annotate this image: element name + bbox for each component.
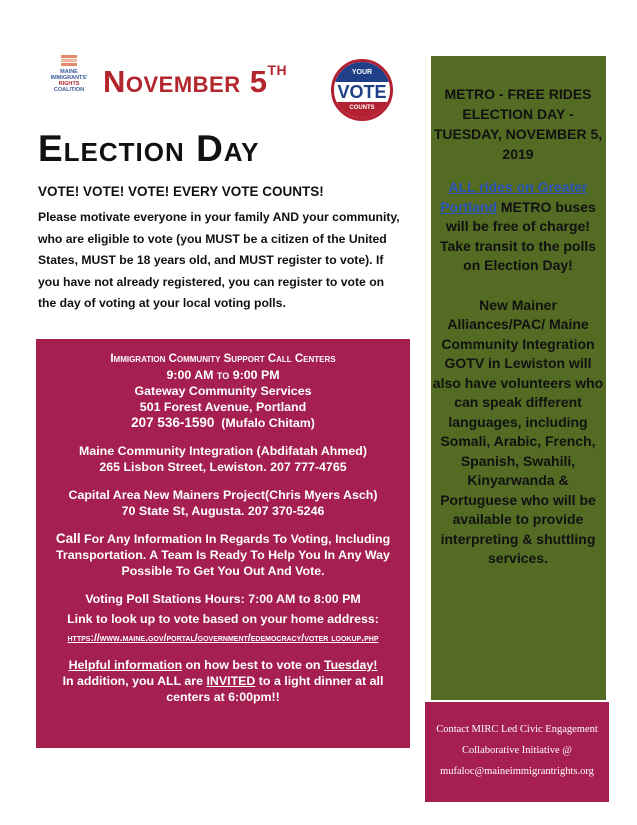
call-word: Call xyxy=(55,531,81,546)
contact-email[interactable]: mufaloc@maineimmigrantrights.org xyxy=(440,766,594,777)
gateway-address: 501 Forest Avenue, Portland xyxy=(139,400,307,414)
contact-line-1: Contact MIRC Led Civic Engagement xyxy=(436,724,598,735)
helpful-day: Tuesday! xyxy=(323,658,378,672)
call-info-paragraph xyxy=(36,531,410,579)
call-centers-heading: Immigration Community Support Call Centers xyxy=(110,353,336,365)
logo-line-4: COALITION xyxy=(53,87,85,93)
slogan: VOTE! VOTE! VOTE! EVERY VOTE COUNTS! xyxy=(38,184,324,199)
alliance-text: New Mainer Alliances/PAC/ Maine Community Integration GOTV in Lewiston will also have volunteers who can speak different languages, including Somali, Arabic, French, Spanish, Swahili, Kinyarwanda & Portuguese who will be available to provide interpreting & shuttling services. xyxy=(432,296,604,566)
coalition-logo xyxy=(38,55,100,93)
capital-name: Capital Area New Mainers Project(Chris Myers Asch) xyxy=(68,488,378,502)
badge-top-text: YOUR xyxy=(334,62,390,82)
date-text: November 5 xyxy=(103,64,268,99)
call-text: For Any Information In Regards To Voting, Including Transportation. A Team Is Ready To Help You In Any Way Possible To Get You Out And Vote. xyxy=(56,532,391,578)
badge-middle-text: VOTE xyxy=(337,82,387,102)
gateway-contact: (Mufalo Chitam) xyxy=(221,416,315,430)
contact-line-2: Collaborative Initiative @ xyxy=(462,745,572,756)
invite-word: INVITED xyxy=(206,674,256,688)
metro-text: METRO buses will be free of charge! Take transit to the polls on Election Day! xyxy=(439,198,597,273)
logo-line-1: MAINE xyxy=(60,69,78,75)
contact-box xyxy=(425,702,609,802)
poll-hours: Voting Poll Stations Hours: 7:00 AM to 8:00 PM xyxy=(85,592,361,606)
helpful-info-paragraph xyxy=(36,657,410,705)
capital-address: 70 State St, Augusta. 207 370-5246 xyxy=(121,504,325,518)
invite-pre: In addition, you ALL are xyxy=(62,674,207,688)
event-date xyxy=(103,61,288,100)
call-centers-hours: 9:00 AM to 9:00 PM xyxy=(166,368,280,382)
voter-lookup-link[interactable]: https://www.maine.gov/portal/government/edemocracy/voter lookup.php xyxy=(67,632,379,644)
invite-post: to a light dinner at all centers at 6:00pm!! xyxy=(166,674,384,704)
logo-line-2: IMMIGRANTS' xyxy=(50,75,88,81)
gateway-name: Gateway Community Services xyxy=(134,384,312,398)
helpful-info-link[interactable]: Helpful information xyxy=(68,658,183,672)
metro-rides-link[interactable]: ALL rides on Greater Portland xyxy=(440,179,588,215)
vote-counts-badge xyxy=(331,59,393,121)
date-suffix: TH xyxy=(267,61,288,78)
gateway-phone-line xyxy=(36,415,410,431)
mci-address: 265 Lisbon Street, Lewiston. 207 777-4765 xyxy=(99,460,347,474)
call-center-box xyxy=(36,339,410,748)
intro-paragraph: Please motivate everyone in your family AND your community, who are eligible to vote (you MUST be a citizen of the United States, MUST be 18 years old, and MUST register to vote). If you have not already registered, you can register to vote on the day of voting at your local voting polls. xyxy=(38,210,400,310)
logo-stripes-icon xyxy=(61,55,79,67)
lookup-text: Link to look up to vote based on your home address: xyxy=(67,612,379,626)
logo-line-3: RIGHTS xyxy=(58,81,80,87)
page-title: Election Day xyxy=(38,128,260,169)
metro-title: METRO - FREE RIDES ELECTION DAY - TUESDAY, NOVEMBER 5, 2019 xyxy=(433,86,603,162)
helpful-mid: on how best to vote on xyxy=(182,658,324,672)
metro-body xyxy=(430,178,606,569)
gateway-phone: 207 536-1590 xyxy=(131,415,215,430)
mci-name: Maine Community Integration (Abdifatah Ahmed) xyxy=(79,444,367,458)
badge-bottom-text: COUNTS xyxy=(334,102,390,121)
